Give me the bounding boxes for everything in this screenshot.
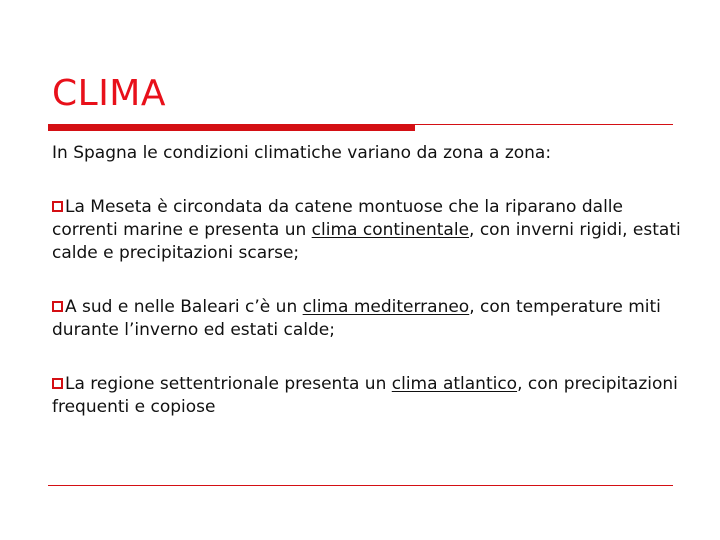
footer-divider (48, 485, 673, 486)
bullet-emphasis: clima continentale (311, 220, 470, 240)
bullet-text-before: La Meseta è circondata da catene montuose che la riparano dalle correnti marine e presenta un (52, 197, 623, 240)
bullet-text-after: , con precipitazioni frequenti e copiose (52, 374, 678, 417)
hollow-square-bullet-icon (52, 301, 63, 312)
bullet-text-after: , con temperature miti durante l’inverno ed estati calde; (52, 297, 661, 340)
hollow-square-bullet-icon (52, 378, 63, 389)
bullet-item-settentrionale (52, 373, 682, 419)
intro-text: In Spagna le condizioni climatiche variano da zona a zona: (52, 143, 552, 163)
bullet-item-meseta (52, 196, 682, 265)
hollow-square-bullet-icon (52, 201, 63, 212)
title-underline-line (415, 124, 673, 125)
slide-body (52, 142, 682, 450)
bullet-emphasis: clima mediterraneo (302, 297, 470, 317)
bullet-text-before: A sud e nelle Baleari c’è un (65, 297, 303, 317)
title-underline-bar (48, 124, 415, 131)
slide-title: CLIMA (52, 73, 166, 114)
bullet-text-before: La regione settentrionale presenta un (65, 374, 392, 394)
bullet-item-sud-baleari (52, 296, 682, 342)
bullet-text-after: , con inverni rigidi, estati calde e precipitazioni scarse; (52, 220, 681, 263)
bullet-emphasis: clima atlantico (391, 374, 518, 394)
